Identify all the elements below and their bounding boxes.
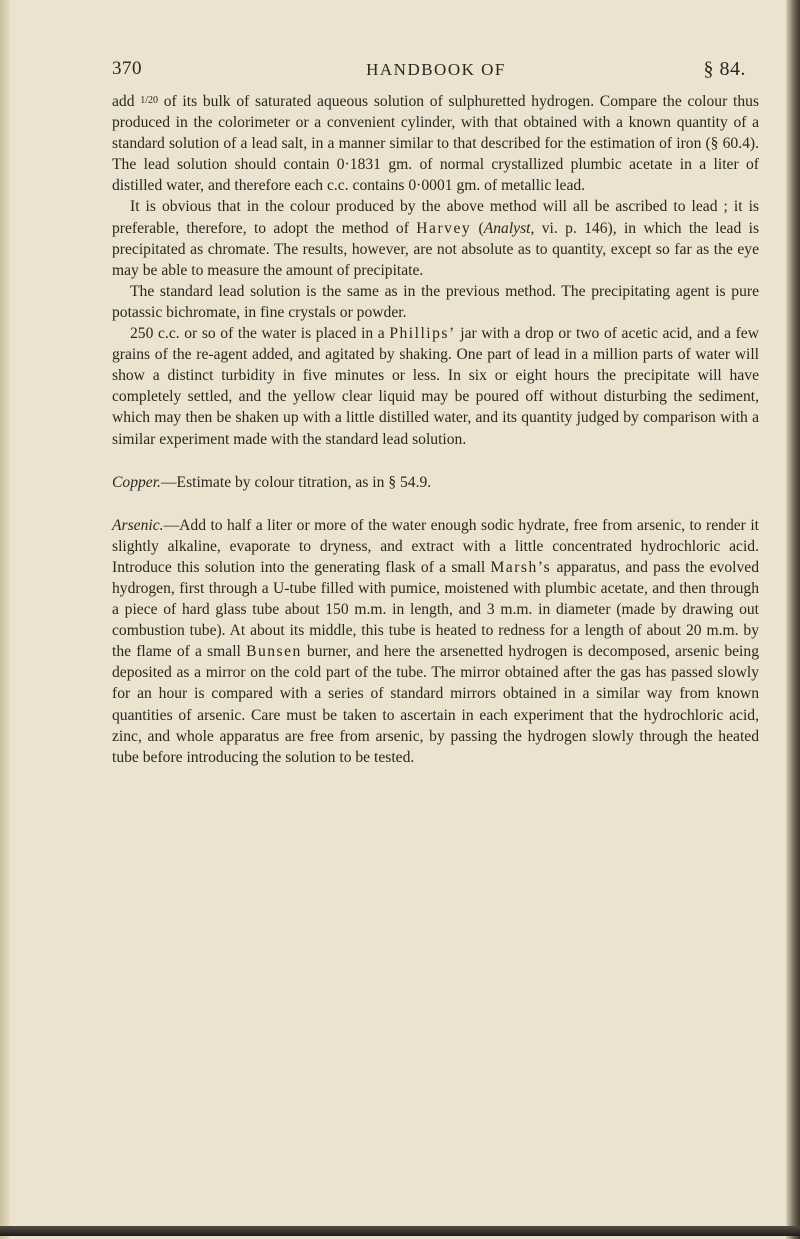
paragraph-harvey-method: It is obvious that in the colour produced by the above method will all be ascribed to lead ; it is preferable, therefore, to adopt the method of Harvey (Analyst, vi. p. 146), in which the lead is precipitated as chromate. The results, however, are not absolute as to quantity, except so far as the eye may be able to measure the amount of precipitate. xyxy=(112,198,760,279)
paragraph-standard-solution: The standard lead solution is the same as in the previous method. The precipitating agent is pure potassic bichromate, in fine crystals or powder. xyxy=(112,282,759,321)
bottom-page-rule xyxy=(0,1226,800,1236)
name-bunsen: Bunsen xyxy=(246,643,302,661)
page-body xyxy=(112,90,759,768)
fraction-one-twentieth: 1/20 xyxy=(140,95,159,106)
journal-title: Analyst xyxy=(483,219,531,237)
page-number: 370 xyxy=(112,58,142,79)
heading-copper: Copper. xyxy=(112,473,161,491)
paragraph-arsenic: Arsenic.—Add to half a liter or more of the water enough sodic hydrate, free from arsenic, to render it slightly alkaline, evaporate to dryness, and extract with a little concentrated hydrochloric acid. Introduce this solution into the generating flask of a small Marsh’s apparatus, and pass the evolved hydrogen, first through a U-tube filled with pumice, moistened with plumbic acetate, and then through a piece of hard glass tube about 150 m.m. in length, and 3 m.m. in diameter (made by drawing out combustion tube). At about its middle, this tube is heated to redness for a length of about 20 m.m. by the flame of a small Bunsen burner, and here the arsenetted hydrogen is decomposed, arsenic being deposited as a mirror on the cold part of the tube. The mirror obtained after the gas has passed slowly for an hour is compared with a series of standard mirrors obtained in a similar way from known quantities of arsenic. Care must be taken to ascertain in each experiment that the hydrochloric acid, zinc, and whole apparatus are free from arsenic, by passing the hydrogen slowly through the heated tube before introducing the solution to be tested. xyxy=(112,516,760,766)
page-edge-left xyxy=(0,0,10,1239)
name-phillips: Phillips’ xyxy=(389,325,456,343)
paragraph-phillips-jar: 250 c.c. or so of the water is placed in a Phillips’ jar with a drop or two of acetic acid, and a few grains of the re-agent added, and agitated by shaking. One part of lead in a million parts of water will show a distinct turbidity in five minutes or less. In six or eight hours the precipitate will have completely settled, and the yellow clear liquid may be poured off without disturbing the sediment, which may then be shaken up with a little distilled water, and its quantity judged by comparison with a similar experiment made with the standard lead solution. xyxy=(112,325,759,448)
section-number: § 84. xyxy=(703,58,746,80)
paragraph-lead-colorimetry: add 1/20 of its bulk of saturated aqueous solution of sulphuretted hydrogen. Compare the colour thus produced in the colorimeter or a convenient cylinder, with that obtained with a known quantity of a standard solution of a lead salt, in a manner similar to that described for the estimation of iron (§ 60.4). The lead solution should contain 0·1831 gm. of normal crystallized plumbic acetate in a liter of distilled water, and therefore each c.c. contains 0·0001 gm. of metallic lead. xyxy=(112,90,759,196)
author-name-harvey: Harvey xyxy=(416,219,472,237)
book-spine-edge xyxy=(786,0,800,1239)
name-marsh: Marsh’s xyxy=(490,558,552,576)
running-header xyxy=(112,58,760,88)
running-title: HANDBOOK OF xyxy=(366,60,506,79)
paragraph-copper: Copper.—Estimate by colour titration, as in § 54.9. xyxy=(112,473,432,491)
heading-arsenic: Arsenic. xyxy=(112,516,164,534)
